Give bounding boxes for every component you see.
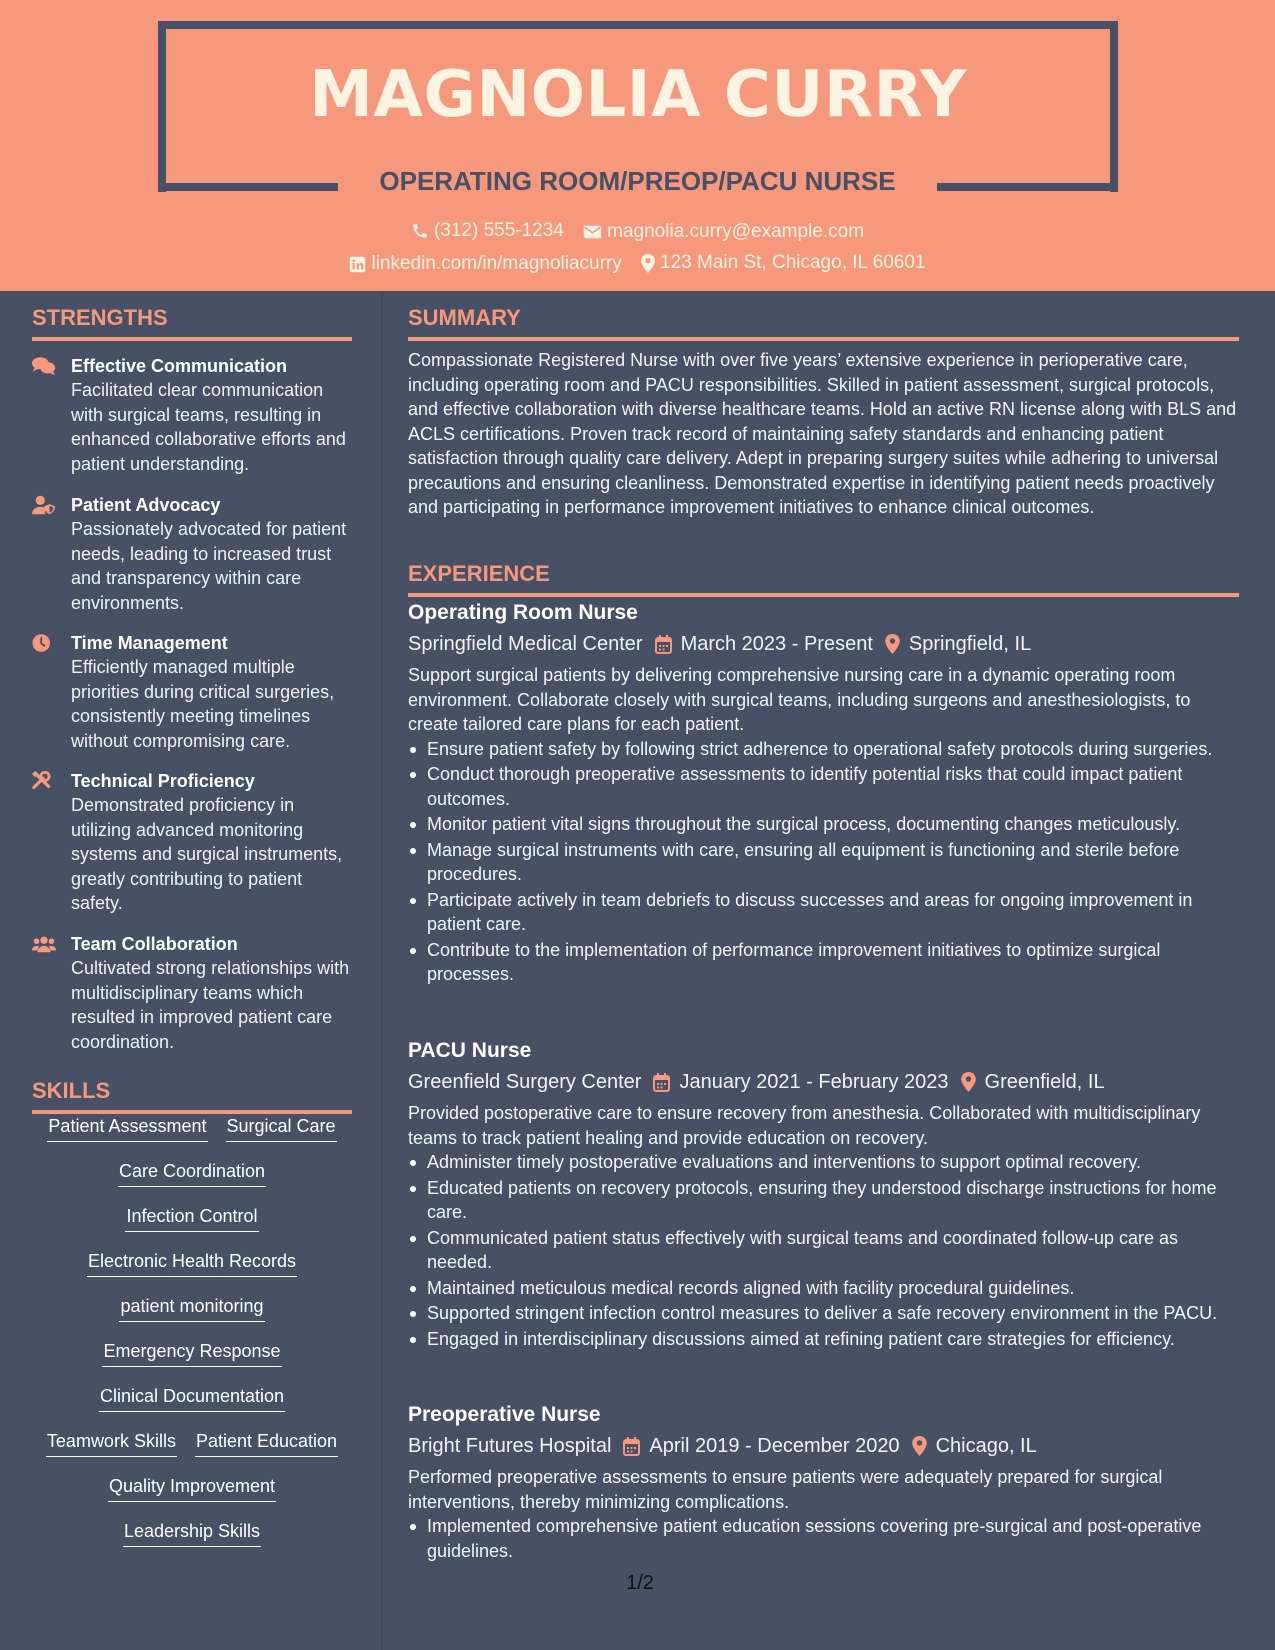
job-dates <box>653 1071 948 1094</box>
contact-row-1 <box>0 220 1275 246</box>
skills-heading: SKILLS <box>32 1078 352 1114</box>
bullet-item: Monitor patient vital signs throughout the surgical process, documenting changes meticulously. <box>408 812 1239 837</box>
linkedin-text: linkedin.com/in/magnoliacurry <box>371 253 622 274</box>
strength-title: Effective Communication <box>71 356 288 376</box>
skill-tag: Leadership Skills <box>123 1519 261 1547</box>
calendar-icon <box>655 635 672 654</box>
skill-tag: Emergency Response <box>102 1339 281 1367</box>
strength-item <box>32 932 352 1054</box>
skills-list <box>32 1114 352 1564</box>
job-meta <box>408 1065 1239 1099</box>
chat-bubbles-icon <box>32 356 56 376</box>
address-text: 123 Main St, Chicago, IL 60601 <box>660 252 926 273</box>
location-text: Chicago, IL <box>935 1434 1037 1457</box>
map-pin-icon <box>885 634 900 654</box>
bullet-item: Contribute to the implementation of performance improvement initiatives to optimize surgical processes. <box>408 938 1239 987</box>
job-bullets <box>408 1150 1239 1351</box>
map-pin-icon <box>912 1436 927 1456</box>
skill-tag: Clinical Documentation <box>99 1384 285 1412</box>
linkedin-item[interactable] <box>349 253 621 275</box>
summary-text: Compassionate Registered Nurse with over five years’ extensive experience in perioperative care, including operating room and PACU responsibilities. Skilled in patient assessment, surgical protocols, and effective collaboration with diverse healthcare teams. Hold an active RN license along with BLS and ACLS certifications. Proven track record of maintaining safety standards and enhancing patient satisfaction through quality care delivery. Adept in preparing surgery suites while adhering to universal precautions and ensuring cleanliness. Demonstrated expertise in identifying patient needs proactively and participating in performance improvement initiatives to enhance clinical outcomes. <box>408 350 1237 517</box>
tools-icon <box>32 771 56 791</box>
bullet-item: Participate actively in team debriefs to discuss successes and areas for ongoing improvement in patient care. <box>408 888 1239 937</box>
location-text: Greenfield, IL <box>984 1070 1105 1093</box>
email-text: magnolia.curry@example.com <box>607 221 865 242</box>
job-location <box>885 633 1031 656</box>
strength-desc: Demonstrated proficiency in utilizing advanced monitoring systems and surgical instruments, greatly contributing to patient safety. <box>71 795 343 913</box>
bullet-item: Maintained meticulous medical records aligned with facility procedural guidelines. <box>408 1276 1239 1301</box>
bullet-item: Ensure patient safety by following strict adherence to operational safety protocols during surgeries. <box>408 737 1239 762</box>
contact-row-2 <box>0 252 1275 279</box>
skill-tag: Patient Education <box>195 1429 338 1457</box>
job-entry <box>408 1037 1239 1352</box>
skill-tag: Quality Improvement <box>108 1474 276 1502</box>
skill-tag: Teamwork Skills <box>46 1429 177 1457</box>
email-item[interactable] <box>583 221 864 243</box>
job-title-heading: OPERATING ROOM/PREOP/PACU NURSE <box>379 166 896 196</box>
company-name: Springfield Medical Center <box>408 632 643 655</box>
strength-title: Time Management <box>71 633 228 653</box>
skill-tag: Electronic Health Records <box>87 1249 297 1277</box>
company-name: Bright Futures Hospital <box>408 1434 612 1457</box>
job-dates <box>655 633 873 656</box>
job-location <box>912 1435 1037 1458</box>
envelope-icon <box>583 224 602 240</box>
strength-desc: Facilitated clear communication with surgical teams, resulting in enhanced collaborative efforts and patient understanding. <box>71 380 346 474</box>
bullet-item: Conduct thorough preoperative assessments to identify potential risks that could impact patient outcomes. <box>408 762 1239 811</box>
job-location <box>961 1071 1105 1094</box>
job-bullets <box>408 737 1239 987</box>
job-dates <box>623 1435 899 1458</box>
dates-text: March 2023 - Present <box>680 632 873 655</box>
bullet-item: Engaged in interdisciplinary discussions aimed at refining patient care strategies for efficiency. <box>408 1327 1239 1352</box>
job-description: Provided postoperative care to ensure recovery from anesthesia. Collaborated with multidisciplinary teams to track patient healing and provide education on recovery. <box>408 1103 1201 1148</box>
summary-heading: SUMMARY <box>408 305 1239 341</box>
bullet-item: Implemented comprehensive patient education sessions covering pre-surgical and post-operative guidelines. <box>408 1514 1239 1563</box>
strength-item <box>32 769 352 916</box>
skill-tag: Infection Control <box>125 1204 258 1232</box>
bullet-item: Educated patients on recovery protocols, ensuring they understood discharge instructions for home care. <box>408 1176 1239 1225</box>
calendar-icon <box>623 1437 640 1456</box>
job-title: Preoperative Nurse <box>408 1403 601 1426</box>
phone-icon <box>411 222 429 240</box>
strength-desc: Cultivated strong relationships with multidisciplinary teams which resulted in improved patient care coordination. <box>71 958 350 1052</box>
calendar-icon <box>653 1073 670 1092</box>
map-pin-icon <box>961 1072 976 1092</box>
page-number: 1/2 <box>626 1572 654 1594</box>
location-text: Springfield, IL <box>908 632 1032 655</box>
column-divider <box>381 291 383 1650</box>
strength-title: Team Collaboration <box>71 934 238 954</box>
strength-desc: Passionately advocated for patient needs, leading to increased trust and transparency within care environments. <box>71 519 347 613</box>
strengths-list <box>32 354 352 1070</box>
clock-icon <box>32 633 56 653</box>
resume-header <box>0 0 1275 291</box>
job-description: Performed preoperative assessments to ensure patients were adequately prepared for surgical interventions, thereby minimizing complications. <box>408 1467 1163 1512</box>
bullet-item: Supported stringent infection control measures to deliver a safe recovery environment in the PACU. <box>408 1301 1239 1326</box>
job-title: PACU Nurse <box>408 1039 532 1062</box>
skill-tag: Surgical Care <box>226 1114 337 1142</box>
job-meta <box>408 627 1239 661</box>
phone-text: (312) 555-1234 <box>433 220 564 241</box>
skill-tag: Care Coordination <box>118 1159 266 1187</box>
strength-title: Patient Advocacy <box>71 495 221 515</box>
address-item <box>641 252 925 274</box>
phone-item[interactable] <box>411 220 564 242</box>
company-name: Greenfield Surgery Center <box>408 1070 642 1093</box>
job-bullets <box>408 1514 1239 1563</box>
map-pin-icon <box>641 254 655 273</box>
job-entry <box>408 1401 1239 1564</box>
dates-text: April 2019 - December 2020 <box>649 1434 900 1457</box>
dates-text: January 2021 - February 2023 <box>679 1070 949 1093</box>
users-icon <box>32 934 56 954</box>
strength-desc: Efficiently managed multiple priorities during critical surgeries, consistently meeting timelines without compromising care. <box>71 657 335 751</box>
skill-tag: Patient Assessment <box>47 1114 207 1142</box>
bullet-item: Communicated patient status effectively with surgical teams and coordinated follow-up care as needed. <box>408 1226 1239 1275</box>
user-shield-icon <box>32 495 56 515</box>
experience-heading: EXPERIENCE <box>408 561 1239 597</box>
bullet-item: Administer timely postoperative evaluations and interventions to support optimal recovery. <box>408 1150 1239 1175</box>
skill-tag: patient monitoring <box>119 1294 264 1322</box>
job-description: Support surgical patients by delivering comprehensive nursing care in a dynamic operating room environment. Collaborate closely with surgical teams, including surgeons and anesthesiologists, to create tailored care plans for each patient. <box>408 665 1191 734</box>
job-meta <box>408 1429 1239 1463</box>
strengths-heading: STRENGTHS <box>32 305 352 341</box>
strength-title: Technical Proficiency <box>71 771 255 791</box>
strength-item <box>32 631 352 753</box>
job-entry <box>408 599 1239 988</box>
bullet-item: Manage surgical instruments with care, ensuring all equipment is functioning and sterile before procedures. <box>408 838 1239 887</box>
strength-item <box>32 493 352 615</box>
candidate-name: MAGNOLIA CURRY <box>309 58 967 132</box>
strength-item <box>32 354 352 477</box>
job-title: Operating Room Nurse <box>408 601 638 624</box>
linkedin-icon <box>349 256 366 273</box>
